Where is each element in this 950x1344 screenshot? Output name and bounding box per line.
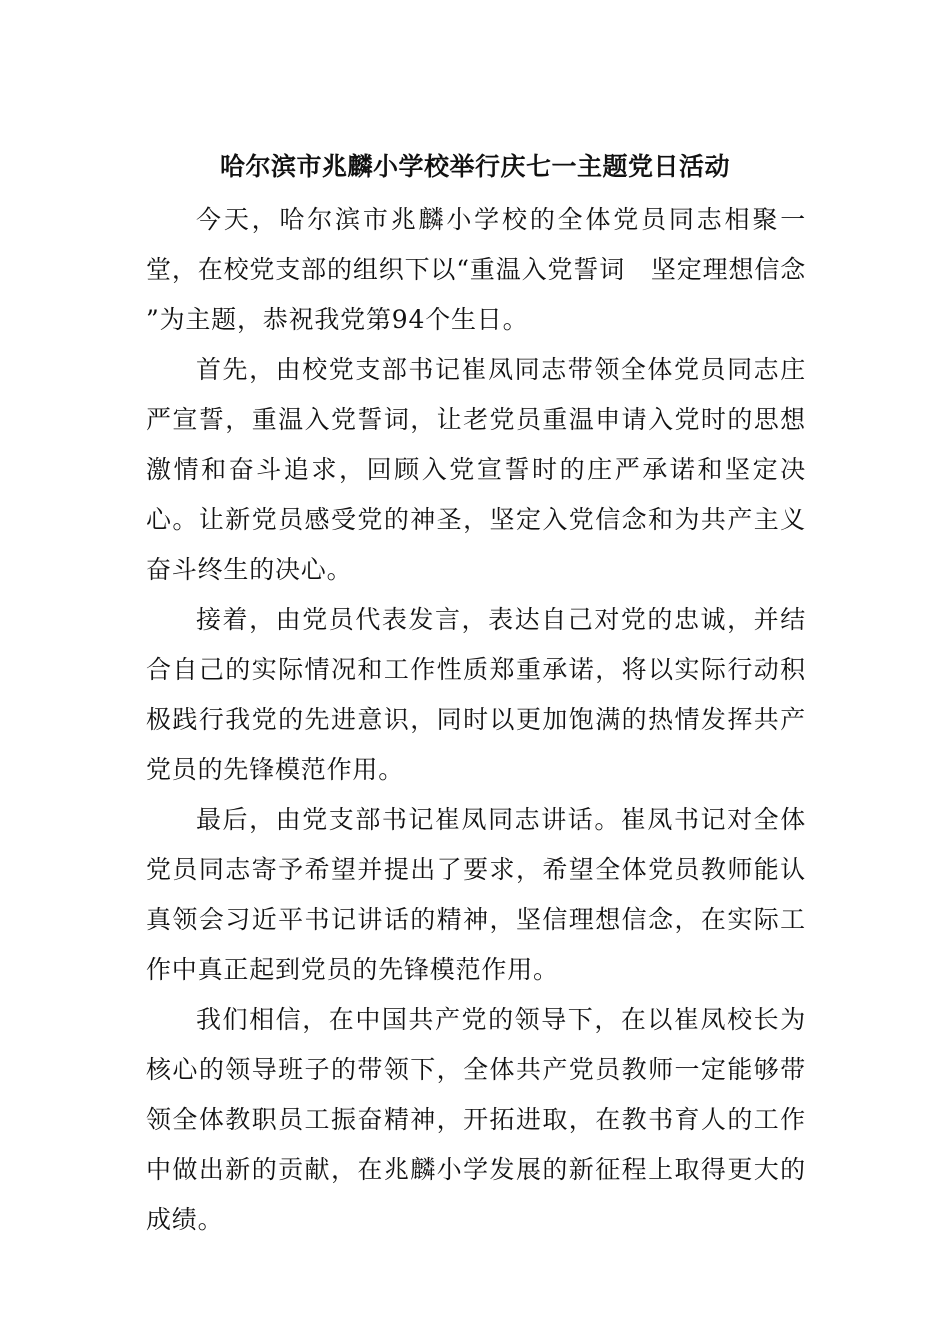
paragraph-oath: 首先，由校党支部书记崔凤同志带领全体党员同志庄严宣誓，重温入党誓词，让老党员重温申请入党时的思想激情和奋斗追求，回顾入党宣誓时的庄严承诺和坚定决心。让新党员感受党的神圣，坚定入党信念和为共产主义奋斗终生的决心。 (146, 355, 806, 584)
document-body (146, 195, 806, 1245)
paragraph-secretary-talk: 最后，由党支部书记崔凤同志讲话。崔凤书记对全体党员同志寄予希望并提出了要求，希望全体党员教师能认真领会习近平书记讲话的精神，坚信理想信念，在实际工作中真正起到党员的先锋模范作用。 (146, 805, 806, 984)
document-title: 哈尔滨市兆麟小学校举行庆七一主题党日活动 (219, 151, 730, 181)
paragraph-speech: 接着，由党员代表发言，表达自己对党的忠诚，并结合自己的实际情况和工作性质郑重承诺，将以实际行动积极践行我党的先进意识，同时以更加饱满的热情发挥共产党员的先锋模范作用。 (146, 605, 806, 784)
paragraph-conclusion: 我们相信，在中国共产党的领导下，在以崔凤校长为核心的领导班子的带领下，全体共产党员教师一定能够带领全体教职员工振奋精神，开拓进取，在教书育人的工作中做出新的贡献，在兆麟小学发展的新征程上取得更大的成绩。 (146, 1005, 806, 1234)
paragraph-intro: 今天，哈尔滨市兆麟小学校的全体党员同志相聚一堂，在校党支部的组织下以“重温入党誓词 坚定理想信念 ”为主题，恭祝我党第94个生日。 (146, 205, 806, 334)
